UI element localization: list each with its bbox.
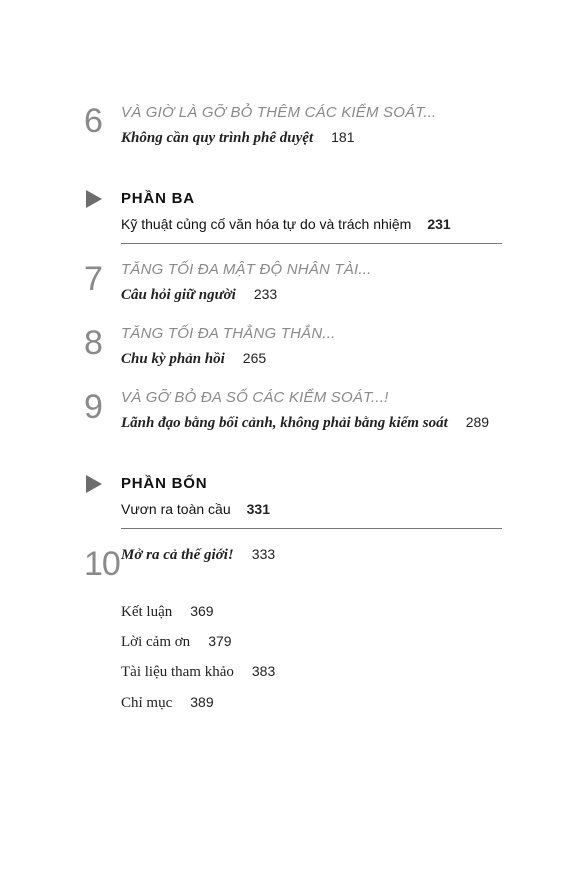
chapter-number: 9 bbox=[84, 388, 102, 426]
back-matter-label: Chỉ mục bbox=[121, 695, 173, 711]
back-matter-item[interactable] bbox=[121, 694, 214, 712]
page-number: 369 bbox=[190, 603, 214, 619]
chapter-number: 6 bbox=[84, 102, 102, 140]
chapter-title: VÀ GỠ BỎ ĐA SỐ CÁC KIỂM SOÁT...! bbox=[121, 389, 389, 406]
chapter-subtitle: Lãnh đạo bằng bối cảnh, không phải bằng kiểm soát bbox=[121, 415, 448, 431]
page-number: 331 bbox=[246, 501, 270, 517]
back-matter-label: Kết luận bbox=[121, 604, 173, 620]
page-number: 289 bbox=[465, 414, 490, 430]
chapter-title: TĂNG TỐI ĐA THẲNG THẮN... bbox=[121, 325, 336, 342]
divider bbox=[121, 528, 502, 529]
back-matter-item[interactable] bbox=[121, 603, 214, 621]
chapter-entry[interactable] bbox=[121, 350, 266, 368]
chapter-subtitle: Chu kỳ phản hồi bbox=[121, 351, 225, 367]
page-number: 333 bbox=[251, 546, 276, 562]
page-number: 233 bbox=[253, 286, 278, 302]
page-number: 383 bbox=[251, 663, 276, 679]
chapter-entry[interactable] bbox=[121, 414, 489, 432]
chapter-entry[interactable] bbox=[121, 129, 354, 147]
chapter-subtitle: Không cần quy trình phê duyệt bbox=[121, 130, 314, 146]
triangle-arrow-icon bbox=[86, 475, 102, 493]
part-title: PHẦN BA bbox=[121, 190, 195, 207]
chapter-number: 8 bbox=[84, 324, 102, 362]
back-matter-item[interactable] bbox=[121, 663, 275, 681]
chapter-entry[interactable] bbox=[121, 286, 277, 304]
part-entry[interactable] bbox=[121, 216, 451, 232]
chapter-subtitle: Mở ra cả thế giới! bbox=[121, 547, 234, 563]
page-number: 389 bbox=[190, 694, 214, 710]
part-subtitle: Kỹ thuật củng cố văn hóa tự do và trách nhiệm bbox=[121, 216, 412, 232]
chapter-number: 7 bbox=[84, 260, 102, 298]
part-entry[interactable] bbox=[121, 501, 270, 517]
divider bbox=[121, 243, 502, 244]
chapter-title: VÀ GIỜ LÀ GỠ BỎ THÊM CÁC KIỂM SOÁT... bbox=[121, 104, 437, 121]
back-matter-label: Lời cảm ơn bbox=[121, 634, 191, 650]
page-number: 181 bbox=[331, 129, 355, 145]
page-number: 379 bbox=[208, 633, 232, 649]
triangle-arrow-icon bbox=[86, 190, 102, 208]
back-matter-label: Tài liệu tham khảo bbox=[121, 664, 234, 680]
page-number: 265 bbox=[242, 350, 267, 366]
part-subtitle: Vươn ra toàn cầu bbox=[121, 501, 231, 517]
chapter-entry[interactable] bbox=[121, 546, 275, 564]
chapter-subtitle: Câu hỏi giữ người bbox=[121, 287, 236, 303]
part-title: PHẦN BỐN bbox=[121, 475, 208, 492]
chapter-number: 10 bbox=[84, 545, 120, 583]
chapter-title: TĂNG TỐI ĐA MẬT ĐỘ NHÂN TÀI... bbox=[121, 261, 372, 278]
page-number: 231 bbox=[427, 216, 451, 232]
back-matter-item[interactable] bbox=[121, 633, 232, 651]
